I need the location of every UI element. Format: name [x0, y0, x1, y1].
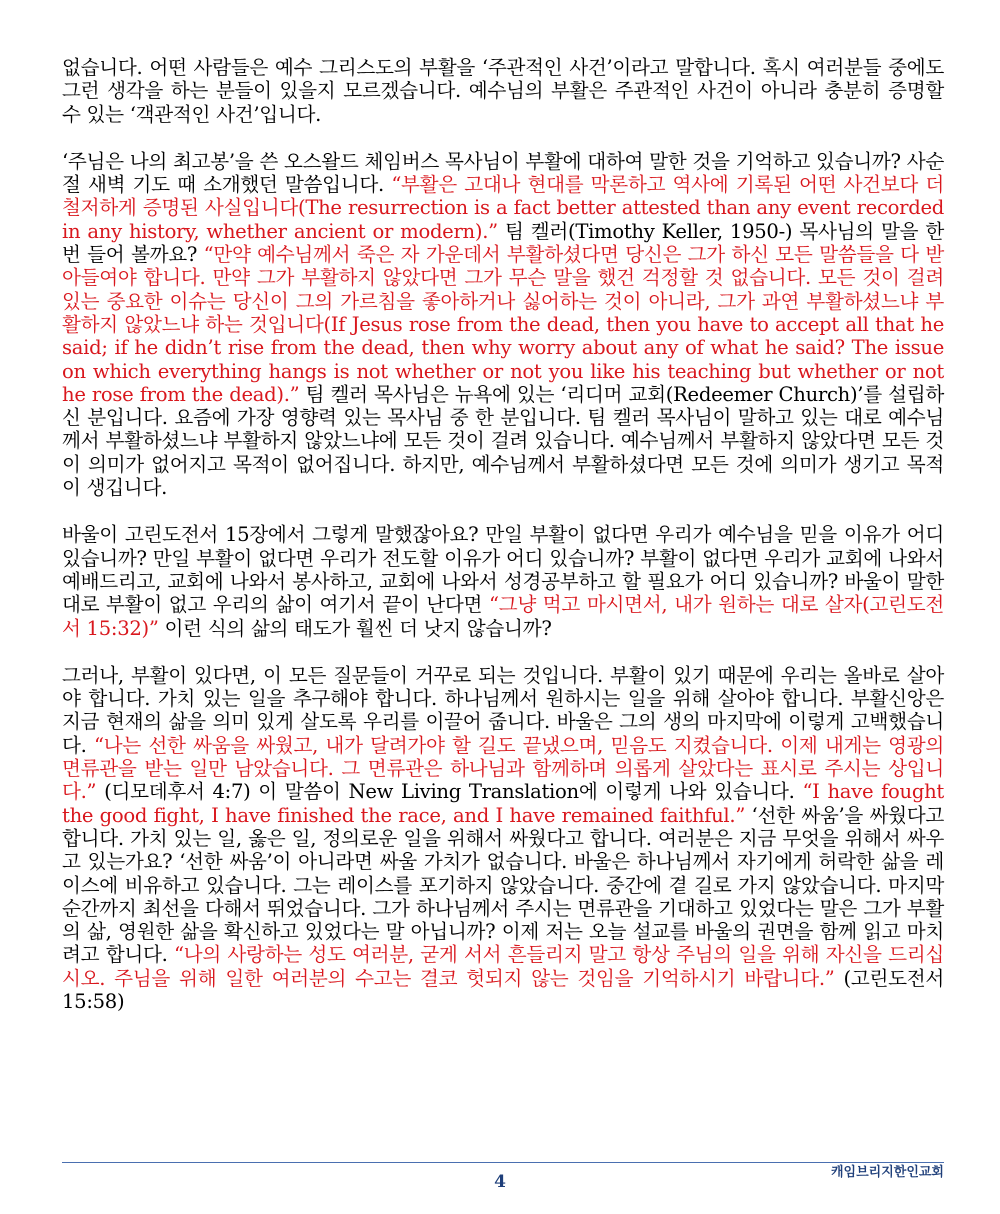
paragraph-1-text-1: 없습니다. 어떤 사람들은 예수 그리스도의 부활을 ‘주관적인 사건’이라고 말합니다. 혹시 여러분들 중에도 그런 생각을 하는 분들이 있을지 모르겠습니다. 예수님의 부활은 주관적인 사건이 아니라 충분히 증명할 수 있는 ‘객관적인 사건’입니다. [62, 56, 944, 126]
paragraph-2-text-3: 팀 켈러 목사님은 뉴욕에 있는 ‘리디머 교회(Redeemer Church)’를 설립하신 분입니다. 요즘에 가장 영향력 있는 목사님 중 한 분입니다. 팀 켈러 목사님이 말하고 있는 대로 예수님께서 부활하셨느냐 부활하지 않았느냐에 모든 것이 걸려 있습니다. 예수님께서 부활하지 않았다면 모든 것이 의미가 없어지고 목적이 없어집니다. 하지만, 예수님께서 부활하셨다면 모든 것에 의미가 생기고 목적이 생깁니다. [62, 382, 944, 500]
paragraph-3-text-2: 이런 식의 삶의 태도가 훨씬 더 낫지 않습니까? [158, 616, 552, 640]
keller-quote: “만약 예수님께서 죽은 자 가운데서 부활하셨다면 당신은 그가 하신 모든 말씀들을 다 받아들여야 합니다. 만약 그가 부활하지 않았다면 그가 무슨 말을 했건 걱정할 것 없습니다. 모든 것이 걸려있는 중요한 이슈는 당신이 그의 가르침을 좋아하거나 싫어하는 것이 아니라, 그가 과연 부활하셨느냐 부활하지 않았느냐 하는 것입니다(If Jesus rose from the dead, then you have to accept all that he said; if he didn’t rise from the dead, then why worry about any of what he said? The issue on which everything hangs is not whether or not you like his teaching but whether or not he rose from the dead).” [62, 243, 944, 406]
nlt-quote: “I have fought the good fight, I have finished the race, and I have remained faithful.” [62, 780, 945, 827]
paragraph-1 [62, 56, 944, 126]
sermon-page-body [62, 56, 944, 1037]
timothy-4-7-quote: “나는 선한 싸움을 싸웠고, 내가 달려가야 할 길도 끝냈으며, 믿음도 지켰습니다. 이제 내게는 영광의 면류관을 받는 일만 남았습니다. 그 면류관은 하나님과 함께하며 의롭게 살았다는 표시로 주시는 상입니다.” [62, 733, 945, 804]
paragraph-2-text-2: 팀 켈러(Timothy Keller, 1950-) 목사님의 말을 한번 들어 볼까요? [62, 219, 944, 267]
chambers-quote: “부활은 고대나 현대를 막론하고 역사에 기록된 어떤 사건보다 더 철저하게 증명된 사실입니다(The resurrection is a fact better attested than any event recorded in any history, whether ancient or modern).” [62, 173, 944, 243]
paragraph-2 [62, 150, 944, 499]
corinthians-15-32-quote: “그냥 먹고 마시면서, 내가 원하는 대로 살자(고린도전서 15:32)” [62, 593, 944, 640]
page-number: 4 [494, 1172, 506, 1192]
corinthians-15-58-quote: “나의 사랑하는 성도 여러분, 굳게 서서 흔들리지 말고 항상 주님의 일을 위해 자신을 드리십시오. 주님을 위해 일한 여러분의 수고는 결코 헛되지 않는 것임을 기억하시기 바랍니다.” [62, 943, 944, 990]
footer-divider [62, 1162, 944, 1163]
paragraph-3 [62, 523, 944, 639]
paragraph-4-text-4: (고린도전서 15:58) [62, 966, 944, 1013]
paragraph-4-text-3: ‘선한 싸움’을 싸웠다고 합니다. 가치 있는 일, 옳은 일, 정의로운 일을 위해서 싸웠다고 합니다. 여러분은 지금 무엇을 위해서 싸우고 있는가요? ‘선한 싸움’이 아니라면 싸울 가치가 없습니다. 바울은 하나님께서 자기에게 허락한 삶을 레이스에 비유하고 있습니다. 그는 레이스를 포기하지 않았습니다. 중간에 곁 길로 가지 않았습니다. 마지막 순간까지 최선을 다해서 뛰었습니다. 그가 하나님께서 주시는 면류관을 기대하고 있었다는 말은 그가 부활의 삶, 영원한 삶을 확신하고 있었다는 말 아닙니까? 이제 저는 오늘 설교를 바울의 권면을 함께 읽고 마치려고 합니다. [62, 803, 944, 967]
paragraph-4 [62, 664, 944, 1013]
church-name: 캐임브리지한인교회 [830, 1165, 944, 1180]
paragraph-2-text-1: ‘주님은 나의 최고봉’을 쓴 오스왈드 체임버스 목사님이 부활에 대하여 말한 것을 기억하고 있습니까? 사순절 새벽 기도 때 소개했던 말씀입니다. [62, 149, 944, 197]
paragraph-4-text-2: (디모데후서 4:7) 이 말씀이 New Living Translation에 이렇게 나와 있습니다. [96, 780, 803, 804]
paragraph-4-text-1: 그러나, 부활이 있다면, 이 모든 질문들이 거꾸로 되는 것입니다. 부활이 있기 때문에 우리는 올바로 살아야 합니다. 가치 있는 일을 추구해야 합니다. 하나님께서 원하시는 일을 위해 살아야 합니다. 부활신앙은 지금 현재의 삶을 의미 있게 살도록 우리를 이끌어 줍니다. 바울은 그의 생의 마지막에 이렇게 고백했습니다. [62, 663, 944, 757]
paragraph-3-text-1: 바울이 고린도전서 15장에서 그렇게 말했잖아요? 만일 부활이 없다면 우리가 예수님을 믿을 이유가 어디 있습니까? 만일 부활이 없다면 우리가 전도할 이유가 어디 있습니까? 부활이 없다면 우리가 교회에 나와서 예배드리고, 교회에 나와서 봉사하고, 교회에 나와서 성경공부하고 할 필요가 어디 있습니까? 바울이 말한대로 부활이 없고 우리의 삶이 여기서 끝이 난다면 [62, 523, 944, 617]
